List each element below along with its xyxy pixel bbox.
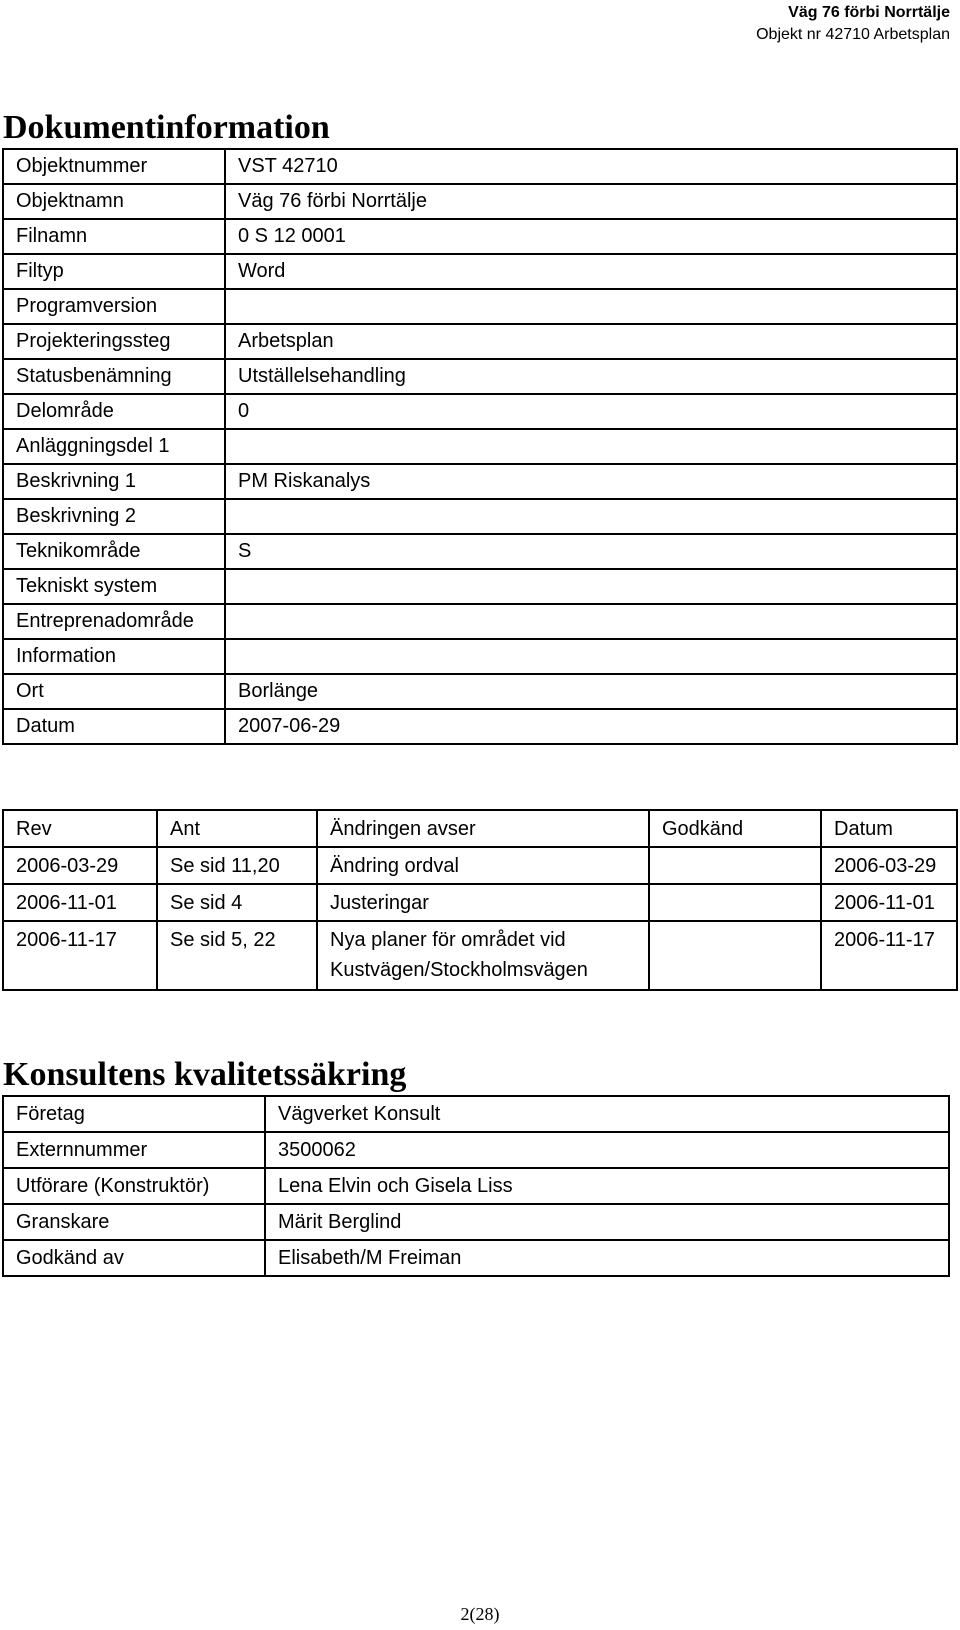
table-row xyxy=(3,184,957,219)
approved-cell xyxy=(649,921,821,990)
info-label: Ort xyxy=(3,674,225,709)
qa-label: Granskare xyxy=(3,1204,265,1240)
info-label: Entreprenadområde xyxy=(3,604,225,639)
table-row xyxy=(3,359,957,394)
table-row xyxy=(3,324,957,359)
table-row xyxy=(3,884,957,921)
approved-cell xyxy=(649,884,821,921)
rev-cell: 2006-03-29 xyxy=(3,847,157,884)
ant-cell: Se sid 5, 22 xyxy=(157,921,317,990)
date-cell: 2006-11-01 xyxy=(821,884,957,921)
info-value: Borlänge xyxy=(225,674,957,709)
change-line-1: Nya planer för området vid xyxy=(330,929,566,951)
table-row xyxy=(3,254,957,289)
info-label: Objektnummer xyxy=(3,149,225,184)
document-info-table xyxy=(2,148,958,745)
change-cell xyxy=(317,921,649,990)
document-info-heading: Dokumentinformation xyxy=(3,109,330,146)
page-number: 2(28) xyxy=(460,1604,500,1624)
info-label: Beskrivning 1 xyxy=(3,464,225,499)
table-row xyxy=(3,289,957,324)
info-value: S xyxy=(225,534,957,569)
info-value xyxy=(225,429,957,464)
info-label: Filnamn xyxy=(3,219,225,254)
quality-assurance-table xyxy=(2,1095,950,1277)
column-header-approved: Godkänd xyxy=(649,810,821,847)
info-value xyxy=(225,569,957,604)
qa-label: Företag xyxy=(3,1096,265,1132)
info-value: Arbetsplan xyxy=(225,324,957,359)
info-value xyxy=(225,639,957,674)
table-row xyxy=(3,464,957,499)
info-label: Beskrivning 2 xyxy=(3,499,225,534)
info-label: Tekniskt system xyxy=(3,569,225,604)
info-value: Utställelsehandling xyxy=(225,359,957,394)
info-label: Delområde xyxy=(3,394,225,429)
qa-label: Externnummer xyxy=(3,1132,265,1168)
table-row xyxy=(3,847,957,884)
column-header-rev: Rev xyxy=(3,810,157,847)
qa-value: 3500062 xyxy=(265,1132,949,1168)
date-cell: 2006-11-17 xyxy=(821,921,957,990)
qa-value: Lena Elvin och Gisela Liss xyxy=(265,1168,949,1204)
table-row xyxy=(3,709,957,744)
info-label: Information xyxy=(3,639,225,674)
table-row xyxy=(3,219,957,254)
page-header xyxy=(756,2,950,46)
table-row xyxy=(3,1096,949,1132)
table-header-row xyxy=(3,810,957,847)
info-value: 0 xyxy=(225,394,957,429)
info-label: Statusbenämning xyxy=(3,359,225,394)
table-row xyxy=(3,1204,949,1240)
change-line-2: Kustvägen/Stockholmsvägen xyxy=(330,959,588,981)
quality-assurance-heading: Konsultens kvalitetssäkring xyxy=(3,1056,407,1093)
date-cell: 2006-03-29 xyxy=(821,847,957,884)
info-value: 0 S 12 0001 xyxy=(225,219,957,254)
table-row xyxy=(3,1240,949,1276)
info-label: Datum xyxy=(3,709,225,744)
table-row xyxy=(3,639,957,674)
info-value xyxy=(225,604,957,639)
table-row xyxy=(3,604,957,639)
info-label: Anläggningsdel 1 xyxy=(3,429,225,464)
column-header-change: Ändringen avser xyxy=(317,810,649,847)
rev-cell: 2006-11-01 xyxy=(3,884,157,921)
change-cell: Ändring ordval xyxy=(317,847,649,884)
qa-label: Godkänd av xyxy=(3,1240,265,1276)
info-value: 2007-06-29 xyxy=(225,709,957,744)
info-label: Projekteringssteg xyxy=(3,324,225,359)
table-row xyxy=(3,1132,949,1168)
qa-value: Märit Berglind xyxy=(265,1204,949,1240)
revision-table xyxy=(2,809,958,991)
table-row xyxy=(3,569,957,604)
qa-value: Elisabeth/M Freiman xyxy=(265,1240,949,1276)
ant-cell: Se sid 4 xyxy=(157,884,317,921)
info-value xyxy=(225,499,957,534)
change-cell: Justeringar xyxy=(317,884,649,921)
ant-cell: Se sid 11,20 xyxy=(157,847,317,884)
info-label: Programversion xyxy=(3,289,225,324)
info-label: Filtyp xyxy=(3,254,225,289)
column-header-ant: Ant xyxy=(157,810,317,847)
info-label: Teknikområde xyxy=(3,534,225,569)
table-row xyxy=(3,149,957,184)
header-subtitle: Objekt nr 42710 Arbetsplan xyxy=(756,26,950,43)
table-row xyxy=(3,1168,949,1204)
qa-label: Utförare (Konstruktör) xyxy=(3,1168,265,1204)
table-row xyxy=(3,534,957,569)
info-value: VST 42710 xyxy=(225,149,957,184)
table-row xyxy=(3,394,957,429)
info-label: Objektnamn xyxy=(3,184,225,219)
qa-value: Vägverket Konsult xyxy=(265,1096,949,1132)
info-value: Word xyxy=(225,254,957,289)
table-row xyxy=(3,429,957,464)
info-value xyxy=(225,289,957,324)
column-header-date: Datum xyxy=(821,810,957,847)
info-value: Väg 76 förbi Norrtälje xyxy=(225,184,957,219)
table-row xyxy=(3,499,957,534)
approved-cell xyxy=(649,847,821,884)
rev-cell: 2006-11-17 xyxy=(3,921,157,990)
table-row xyxy=(3,674,957,709)
info-value: PM Riskanalys xyxy=(225,464,957,499)
header-title: Väg 76 förbi Norrtälje xyxy=(788,4,950,21)
table-row xyxy=(3,921,957,990)
